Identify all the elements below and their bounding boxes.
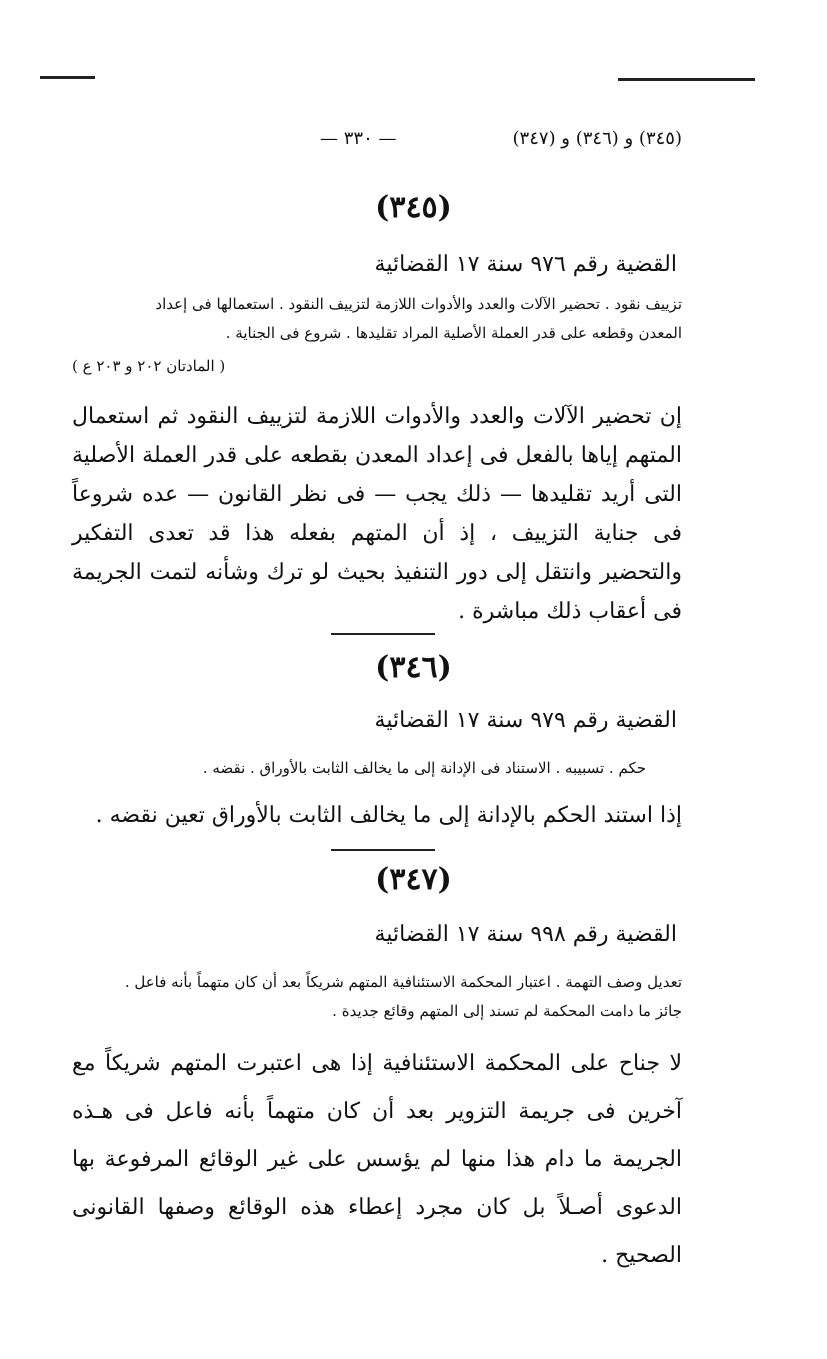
case-number-346: (٣٤٦) <box>375 650 452 685</box>
summary-line: المعدن وقطعه على قدر العملة الأصلية المراد تقليدها . شروع فى الجناية . <box>225 324 682 342</box>
top-right-rule <box>618 78 755 81</box>
page-header <box>320 128 682 156</box>
page-number: — ٣٣٠ — <box>320 128 397 149</box>
section-separator <box>331 849 435 851</box>
top-left-rule <box>40 76 95 79</box>
summary-line: تزييف نقود . تحضير الآلات والعدد والأدوات اللازمة لتزييف النقود . استعمالها فى إعداد <box>155 295 682 313</box>
case-body-347: لا جناح على المحكمة الاستئنافية إذا هى اعتبرت المتهم شريكاً مع آخرين فى جريمة التزوير بعد أن كان متهماً بأنه فاعل فى هـذه الجريمة ما دام هذا منها لم يؤسس على غير الوقائع المرفوعة بها الدعوى أصـلاً بل كان مجرد إعطاء هذه الوقائع وصفها القانونى الصحيح . <box>72 1051 682 1268</box>
case-title-347: القضية رقم ٩٩٨ سنة ١٧ القضائية <box>374 922 677 947</box>
case-summary-345 <box>72 290 682 348</box>
case-summary-347 <box>72 968 682 1026</box>
case-number-345: (٣٤٥) <box>375 190 452 225</box>
case-title-345: القضية رقم ٩٧٦ سنة ١٧ القضائية <box>374 252 677 277</box>
summary-line: تعديل وصف التهمة . اعتبار المحكمة الاستئنافية المتهم شريكاً بعد أن كان متهماً بأنه فاعل . <box>124 973 682 991</box>
header-case-refs: (٣٤٥) و (٣٤٦) و (٣٤٧) <box>512 128 682 149</box>
case-number-347: (٣٤٧) <box>375 862 452 897</box>
case-body-345: إن تحضير الآلات والعدد والأدوات اللازمة لتزييف النقود ثم استعمال المتهم إياها بالفعل فى إعداد المعدن بقطعه على قدر العملة الأصلية التى أريد تقليدها — ذلك يجب — فى نظر القانون — عده شروعاً فى جناية التزييف ، إذ أن المتهم بفعله هذا قد تعدى التفكير والتحضير وانتقل إلى دور التنفيذ بحيث لو ترك وشأنه لتمت الجريمة فى أعقاب ذلك مباشرة . <box>72 404 682 624</box>
case-body-346: إذا استند الحكم بالإدانة إلى ما يخالف الثابت بالأوراق تعين نقضه . <box>95 803 682 828</box>
case-summary-346 <box>72 754 682 783</box>
case-title-346: القضية رقم ٩٧٩ سنة ١٧ القضائية <box>374 708 677 733</box>
case-articles-345: ( المادتان ٢٠٢ و ٢٠٣ ع ) <box>72 357 226 375</box>
summary-line: حكم . تسبيبه . الاستناد فى الإدانة إلى ما يخالف الثابت بالأوراق . نقضه . <box>202 759 646 777</box>
summary-line: جائز ما دامت المحكمة لم تسند إلى المتهم وقائع جديدة . <box>332 1002 682 1020</box>
section-separator <box>331 633 435 635</box>
